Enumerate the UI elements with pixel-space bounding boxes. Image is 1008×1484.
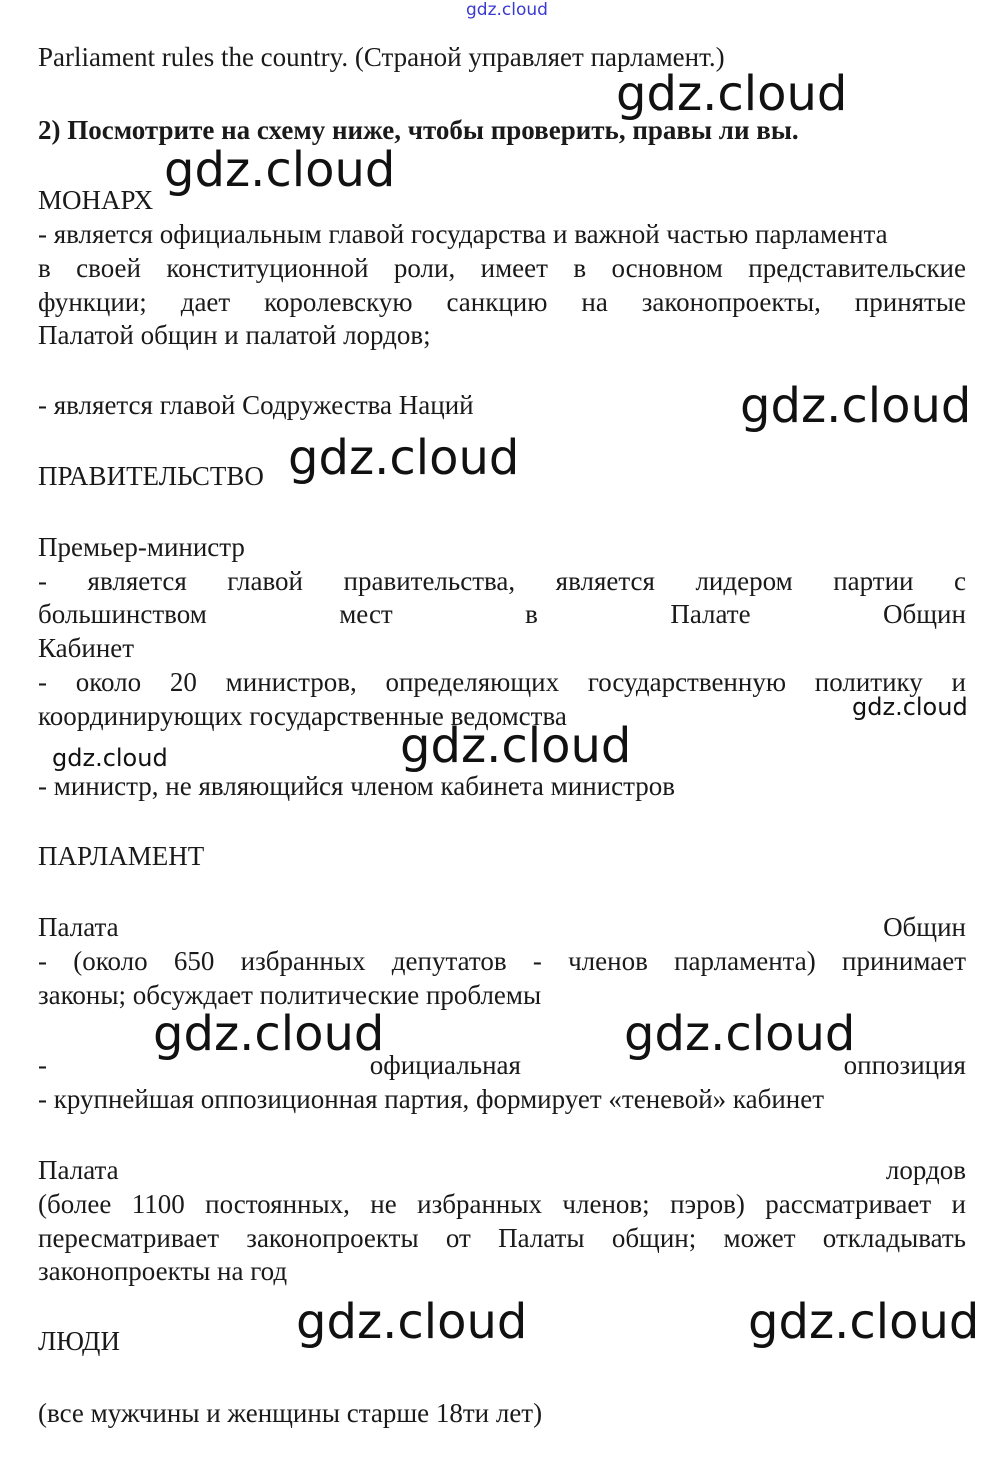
minister-line: - министр, не являющийся членом кабинета министров: [38, 771, 675, 801]
watermark: gdz.cloud: [400, 718, 632, 774]
commons-word: Палата: [38, 912, 119, 942]
pm-word: с: [954, 566, 966, 596]
pm-word: правительства,: [343, 566, 516, 596]
lords-word: Палата: [38, 1155, 119, 1185]
opposition-line: - крупнейшая оппозиционная партия, формирует «теневой» кабинет: [38, 1084, 825, 1114]
pm-word: является: [87, 566, 187, 596]
lords-line-3: законопроекты на год: [38, 1256, 288, 1286]
opposition-word: -: [38, 1050, 47, 1080]
commons-line-2: законы; обсуждает политические проблемы: [38, 980, 542, 1010]
pm-word: партии: [833, 566, 914, 596]
pm-word: мест: [339, 599, 393, 629]
people-line: (все мужчины и женщины старше 18ти лет): [38, 1398, 543, 1428]
watermark: gdz.cloud: [164, 142, 396, 198]
pm-word: лидером: [695, 566, 793, 596]
watermark: gdz.cloud: [296, 1294, 528, 1350]
watermark: gdz.cloud: [740, 378, 972, 434]
opposition-word: оппозиция: [843, 1050, 966, 1080]
monarch-commonwealth: - является главой Содружества Наций: [38, 390, 474, 420]
lords-line-2: пересматривает законопроекты от Палаты общин; может откладывать: [38, 1223, 966, 1253]
task-heading: 2) Посмотрите на схему ниже, чтобы проверить, правы ли вы.: [38, 115, 799, 145]
people-title: ЛЮДИ: [38, 1326, 120, 1356]
pm-word: большинством: [38, 599, 207, 629]
translation-line: Parliament rules the country. (Страной управляет парламент.): [38, 42, 725, 72]
commons-line-1: - (около 650 избранных депутатов - членов парламента) принимает: [38, 946, 966, 976]
lords-line-1: (более 1100 постоянных, не избранных членов; пэров) рассматривает и: [38, 1189, 966, 1219]
pm-word: Палате: [670, 599, 751, 629]
watermark: gdz.cloud: [624, 1006, 856, 1062]
pm-title: Премьер-министр: [38, 532, 245, 562]
pm-line-2: [38, 597, 966, 631]
commons-heading: [38, 910, 966, 944]
government-title: ПРАВИТЕЛЬСТВО: [38, 461, 264, 491]
pm-word: -: [38, 566, 47, 596]
watermark: gdz.cloud: [616, 66, 848, 122]
commons-word: Общин: [883, 912, 966, 942]
watermark: gdz.cloud: [153, 1006, 385, 1062]
watermark: gdz.cloud: [52, 744, 168, 772]
pm-word: Общин: [883, 599, 966, 629]
watermark: gdz.cloud: [748, 1294, 980, 1350]
cabinet-line-2: координирующих государственные ведомства: [38, 701, 567, 731]
monarch-line-1: - является официальным главой государства и важной частью парламента: [38, 219, 888, 249]
lords-word: лордов: [885, 1155, 966, 1185]
watermark: gdz.cloud: [852, 693, 968, 721]
parliament-title: ПАРЛАМЕНТ: [38, 841, 205, 871]
monarch-line-4: Палатой общин и палатой лордов;: [38, 320, 431, 350]
monarch-title: МОНАРХ: [38, 185, 154, 215]
monarch-line-2: в своей конституционной роли, имеет в основном представительские: [38, 253, 966, 283]
lords-heading: [38, 1153, 966, 1187]
watermark: gdz.cloud: [288, 430, 520, 486]
cabinet-title: Кабинет: [38, 633, 135, 663]
pm-word: является: [555, 566, 655, 596]
cabinet-line-1: - около 20 министров, определяющих государственную политику и: [38, 667, 966, 697]
pm-word: в: [525, 599, 538, 629]
pm-word: главой: [227, 566, 303, 596]
top-watermark: gdz.cloud: [466, 0, 548, 20]
pm-line-1: [38, 564, 966, 598]
monarch-line-3: функции; дает королевскую санкцию на законопроекты, принятые: [38, 287, 966, 317]
opposition-word: официальная: [369, 1050, 521, 1080]
